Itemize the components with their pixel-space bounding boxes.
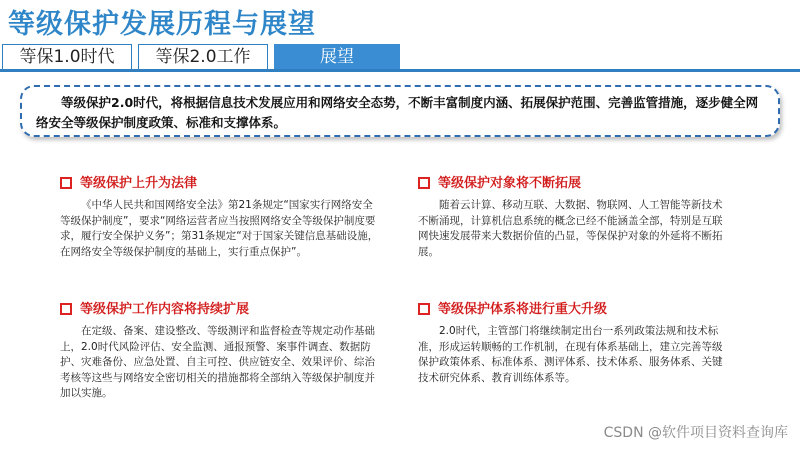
section-header (60, 172, 380, 194)
summary-text: 等级保护2.0时代，将根据信息技术发展应用和网络安全态势，不断丰富制度内涵、拓展保护范围、完善监管措施，逐步健全网络安全等级保护制度政策、标准和支撑体系。 (36, 95, 759, 130)
section-title: 等级保护对象将不断拓展 (438, 176, 582, 191)
bullet-square-icon (418, 177, 430, 189)
bullet-square-icon (60, 303, 72, 315)
section-body: 2.0时代，主管部门将继续制定出台一系列政策法规和技术标准，形成运转顺畅的工作机制，在现有体系基础上，建立完善等级保护政策体系、标准体系、测评体系、技术体系、服务体系、关键技术研究体系、教育训练体系等。 (418, 325, 723, 384)
section-body: 随着云计算、移动互联、大数据、物联网、人工智能等新技术不断涌现，计算机信息系统的概念已经不能涵盖全部，特别是互联网快速发展带来大数据价值的凸显，等保保护对象的外延将不断拓展。 (418, 199, 723, 258)
tab-outlook[interactable]: 展望 (274, 44, 400, 69)
page-title: 等级保护发展历程与展望 (8, 9, 316, 40)
section-body: 在定级、备案、建设整改、等级测评和监督检查等规定动作基础上，2.0时代风险评估、安全监测、通报预警、案事件调查、数据防护、灾难备份、应急处置、自主可控、供应链安全、效果评价、综治考核等这些与网络安全密切相关的措施都将全部纳入等级保护制度并加以实施。 (60, 325, 375, 399)
watermark: CSDN @软件项目资料查询库 (603, 425, 788, 441)
section-work-content (60, 298, 380, 402)
section-law (60, 172, 380, 260)
bullet-square-icon (418, 303, 430, 315)
section-title: 等级保护体系将进行重大升级 (438, 302, 608, 317)
bullet-square-icon (60, 177, 72, 189)
tab-bar (0, 44, 800, 71)
tab-dengbao-1-era[interactable]: 等保1.0时代 (2, 44, 132, 69)
section-scope (418, 172, 728, 260)
section-title: 等级保护上升为法律 (80, 176, 198, 191)
section-body: 《中华人民共和国网络安全法》第21条规定“国家实行网络安全等级保护制度”，要求“网络运营者应当按照网络安全等级保护制度要求，履行安全保护义务”；第31条规定“对于国家关键信息基础设施，在网络安全等级保护制度的基础上，实行重点保护”。 (60, 199, 379, 258)
tab-underline (0, 69, 800, 72)
summary-box (20, 85, 780, 137)
section-header (418, 298, 728, 320)
tab-dengbao-2-work[interactable]: 等保2.0工作 (138, 44, 268, 69)
section-header (418, 172, 728, 194)
section-header (60, 298, 380, 320)
section-system-upgrade (418, 298, 728, 386)
section-title: 等级保护工作内容将持续扩展 (80, 302, 250, 317)
